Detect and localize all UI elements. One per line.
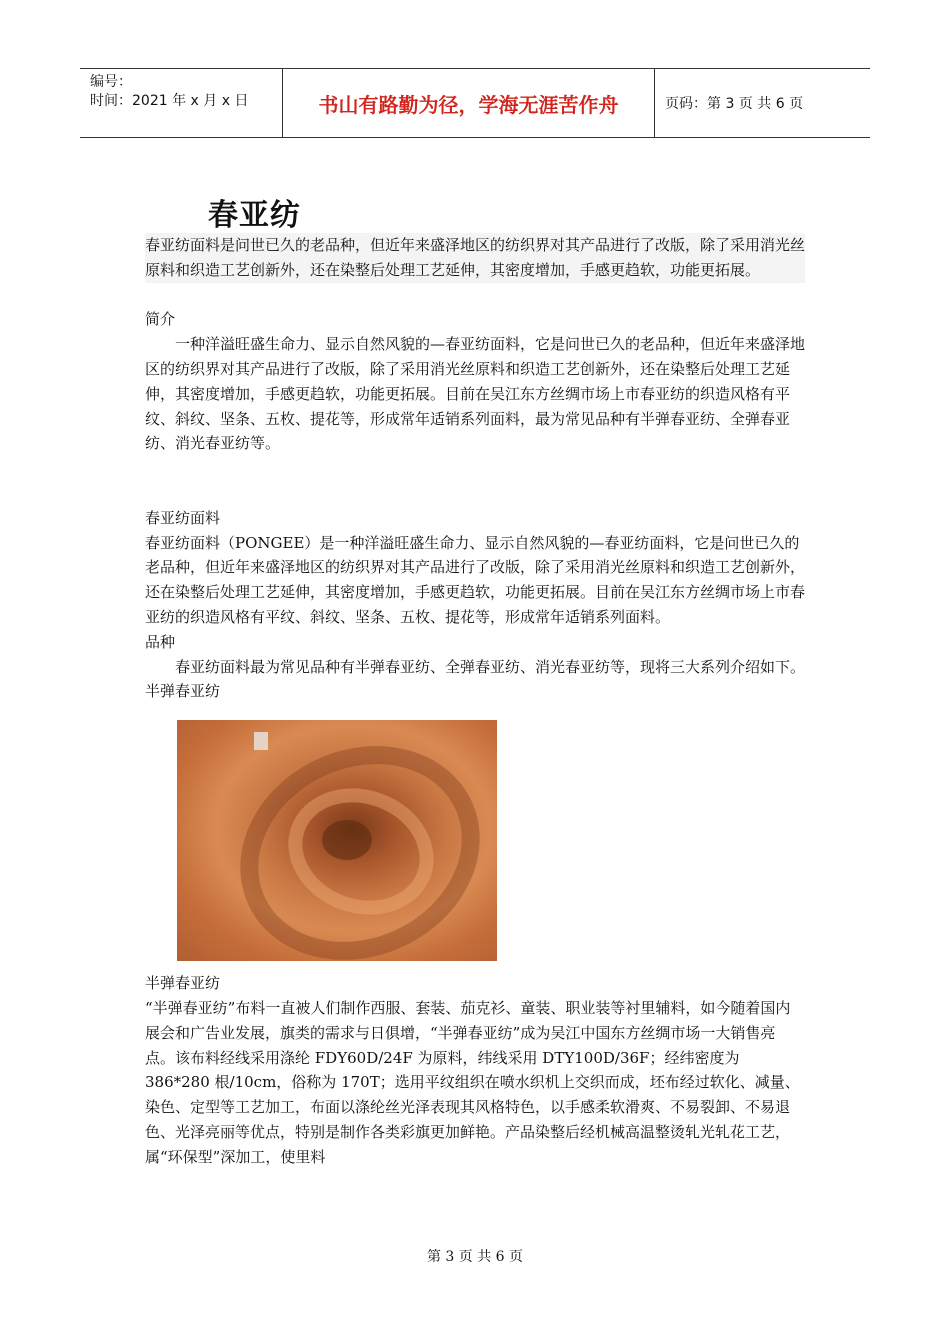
section-heading-jianjie: 简介 bbox=[145, 310, 176, 329]
motto: 书山有路勤为径，学海无涯苦作舟 bbox=[282, 69, 655, 137]
fabric-photo bbox=[177, 720, 497, 961]
header-meta bbox=[80, 69, 282, 137]
section-heading-bantan-2: 半弹春亚纺 bbox=[145, 974, 221, 993]
section-heading-pinzhong: 品种 bbox=[145, 632, 176, 651]
number-label: 编号： bbox=[90, 74, 132, 90]
intro-paragraph: 春亚纺面料是问世已久的老品种，但近年来盛泽地区的纺织界对其产品进行了改版，除了采用消光丝原料和织造工艺创新外，还在染整后处理工艺延伸，其密度增加，手感更趋软，功能更拓展。 bbox=[145, 233, 805, 283]
section-text-mianliao: 春亚纺面料（PONGEE）是一种洋溢旺盛生命力、显示自然风貌的—春亚纺面料，它是问世已久的老品种，但近年来盛泽地区的纺织界对其产品进行了改版，除了采用消光丝原料和织造工艺创新外，还在染整后处理工艺延伸，其密度增加，手感更趋软，功能更拓展。目前在吴江东方丝绸市场上市春亚纺的织造风格有平纹、斜纹、坚条、五枚、提花等，形成常年适销系列面料。 bbox=[145, 533, 806, 626]
page-header bbox=[80, 68, 870, 138]
document-title: 春亚纺 bbox=[208, 198, 301, 233]
section-text-bantan: “半弹春亚纺”布料一直被人们制作西服、套装、茄克衫、童装、职业装等衬里辅料，如今随着国内展会和广告业发展，旗类的需求与日俱增，“半弹春亚纺”成为吴江中国东方丝绸市场一大销售亮点。该布料经线采用涤纶 FDY60D/24F 为原料，纬线采用 DTY100D/36F；经纬密度为 386*280 根/10cm，俗称为 170T；选用平纹组织在喷水织机上交织而成，坯布经过软化、减量、染色、定型等工艺加工，布面以涤纶丝光泽表现其风格特色，以手感柔软滑爽、不易裂卸、不易退色、光泽亮丽等优点，特别是制作各类彩旗更加鲜艳。产品染整后经机械高温整烫轧光轧花工艺，属“环保型”深加工，使里料 bbox=[145, 998, 800, 1166]
section-heading-bantan: 半弹春亚纺 bbox=[145, 682, 221, 701]
page-footer: 第 3 页 共 6 页 bbox=[426, 1249, 524, 1265]
section-text-pinzhong: 春亚纺面料最为常见品种有半弹春亚纺、全弹春亚纺、消光春亚纺等，现将三大系列介绍如下。 bbox=[175, 657, 806, 676]
section-text-jianjie: 一种洋溢旺盛生命力、显示自然风貌的—春亚纺面料，它是问世已久的老品种，但近年来盛泽地区的纺织界对其产品进行了改版，除了采用消光丝原料和织造工艺创新外，还在染整后处理工艺延伸，其密度增加，手感更趋软，功能更拓展。目前在吴江东方丝绸市场上市春亚纺的织造风格有平纹、斜纹、坚条、五枚、提花等，形成常年适销系列面料，最为常见品种有半弹春亚纺、全弹春亚纺、消光春亚纺等。 bbox=[145, 335, 806, 453]
page-info: 页码：第 3 页 共 6 页 bbox=[665, 96, 804, 112]
section-heading-mianliao: 春亚纺面料 bbox=[145, 508, 221, 527]
document-body bbox=[145, 233, 805, 1170]
time-label: 时间：2021 年 x 月 x 日 bbox=[90, 93, 249, 109]
